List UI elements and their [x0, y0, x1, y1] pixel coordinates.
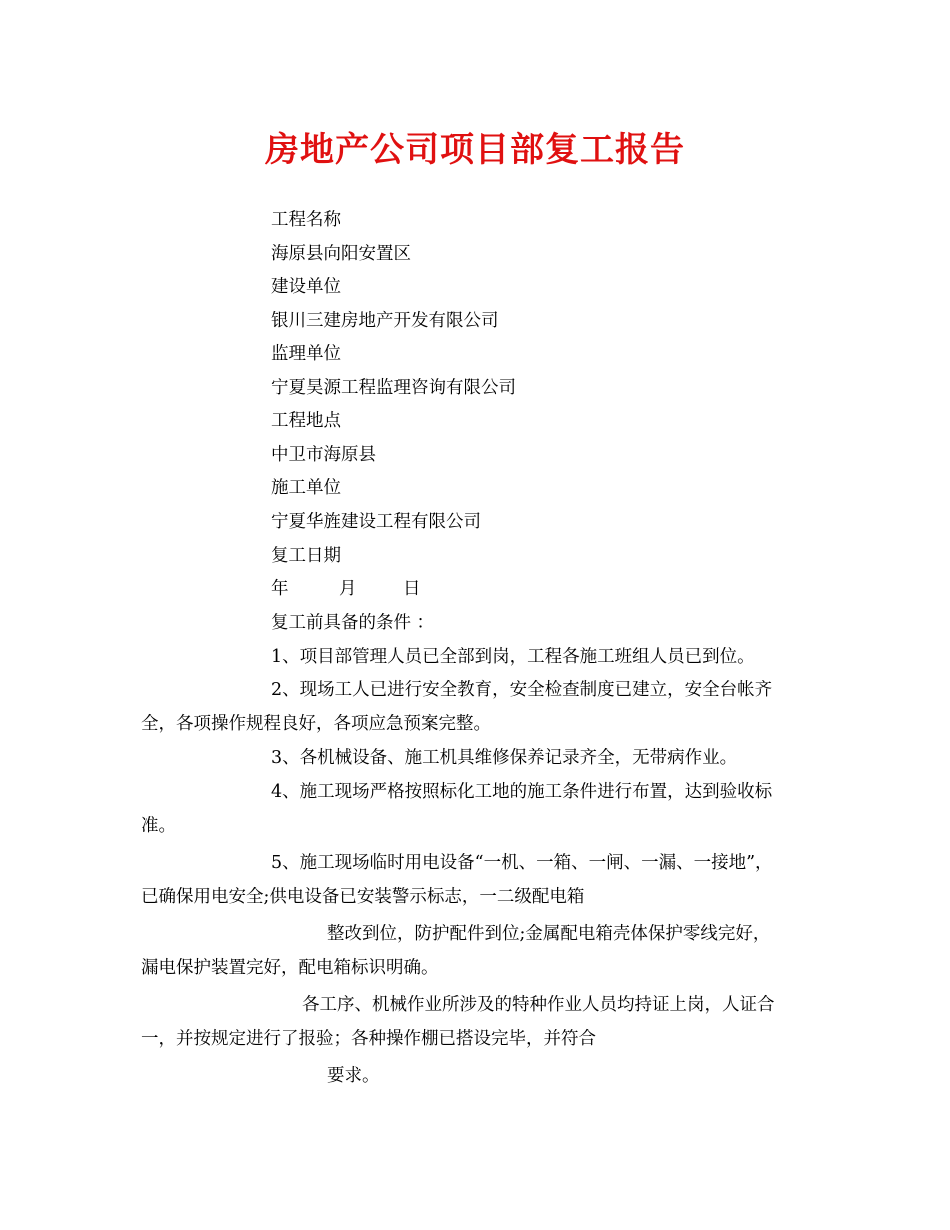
document-title: 房地产公司项目部复工报告 — [265, 130, 685, 170]
date-day: 日 — [403, 579, 421, 599]
condition-1: 1、项目部管理人员已全部到岗，工程各施工班组人员已到位。 — [271, 647, 755, 667]
field-label-resume-date: 复工日期 — [271, 546, 341, 566]
condition-5-line-3: 整改到位，防护配件到位;金属配电箱壳体保护零线完好， — [327, 924, 771, 944]
field-value-project-name: 海原县向阳安置区 — [271, 244, 411, 264]
field-label-contractor: 施工单位 — [271, 478, 341, 498]
condition-2-line-2: 全，各项操作规程良好，各项应急预案完整。 — [141, 714, 491, 734]
condition-3: 3、各机械设备、施工机具维修保养记录齐全，无带病作业。 — [271, 748, 738, 768]
field-label-project-name: 工程名称 — [271, 210, 341, 230]
date-year: 年 — [271, 579, 289, 599]
field-label-developer: 建设单位 — [271, 277, 341, 297]
field-value-supervisor: 宁夏昊源工程监理咨询有限公司 — [271, 378, 516, 398]
condition-4-line-1: 4、施工现场严格按照标化工地的施工条件进行布置，达到验收标 — [271, 782, 773, 802]
field-value-location: 中卫市海原县 — [271, 445, 376, 465]
condition-6-line-1: 各工序、机械作业所涉及的特种作业人员均持证上岗，人证合 — [302, 995, 775, 1015]
field-value-contractor: 宁夏华旌建设工程有限公司 — [271, 512, 481, 532]
field-value-developer: 银川三建房地产开发有限公司 — [271, 311, 499, 331]
field-label-supervisor: 监理单位 — [271, 344, 341, 364]
condition-6-line-2: 一，并按规定进行了报验；各种操作棚已搭设完毕，并符合 — [141, 1029, 596, 1049]
condition-5-line-4: 漏电保护装置完好，配电箱标识明确。 — [141, 958, 439, 978]
conditions-heading: 复工前具备的条件 ： — [271, 613, 435, 633]
condition-6-line-3: 要求。 — [327, 1066, 380, 1086]
condition-5-line-1: 5、施工现场临时用电设备“一机、一箱、一闸、一漏、一接地”， — [271, 853, 773, 873]
condition-4-line-2: 准。 — [141, 816, 176, 836]
date-month: 月 — [339, 579, 357, 599]
field-label-location: 工程地点 — [271, 411, 341, 431]
resume-date-blanks — [271, 577, 421, 601]
condition-2-line-1: 2、现场工人已进行安全教育，安全检查制度已建立，安全台帐齐 — [271, 680, 773, 700]
condition-5-line-2: 已确保用电安全;供电设备已安装警示标志，一二级配电箱 — [141, 887, 585, 907]
